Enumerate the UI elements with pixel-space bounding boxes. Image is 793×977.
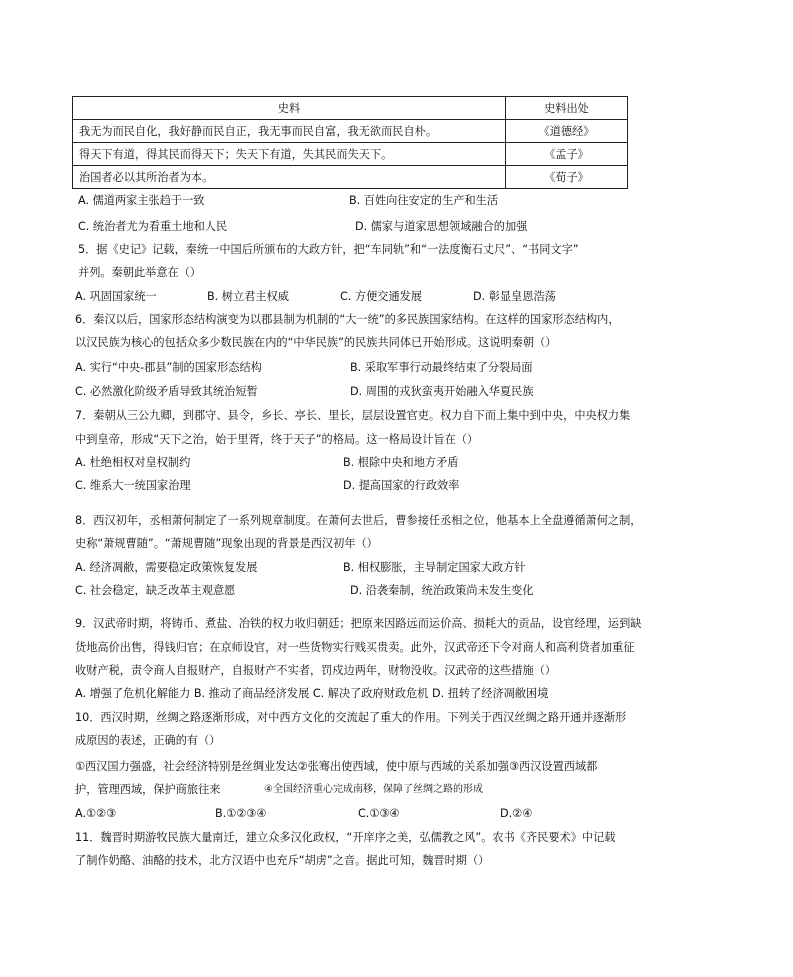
- q10-option-c: C.①③④: [358, 807, 400, 820]
- q5-option-c: C. 方便交通发展: [340, 290, 423, 303]
- table-cell-source: 《孟子》: [506, 143, 628, 166]
- q5-stem-line1: 5．据《史记》记载，秦统一中国后所颁布的大政方针，把“车同轨”和“一法度衡石丈尺”、“书同文字”: [78, 243, 579, 256]
- q5-stem-line2: 并列。秦朝此举意在（）: [78, 266, 202, 279]
- table-cell-source: 《道德经》: [506, 120, 628, 143]
- q10-statements-line2b: ④全国经济重心完成南移，保障了丝绸之路的形成: [264, 784, 483, 795]
- q8-option-c: C. 社会稳定，缺乏改革主观意愿: [75, 584, 236, 597]
- q5-option-b: B. 树立君主权威: [207, 290, 289, 303]
- table-row: [73, 166, 628, 189]
- q4-option-d: D. 儒家与道家思想领域融合的加强: [355, 220, 528, 233]
- q8-option-d: D. 沿袭秦制，统治政策尚未发生变化: [350, 584, 534, 597]
- q9-options: A. 增强了危机化解能力 B. 推动了商品经济发展 C. 解决了政府财政危机 D. 扭转了经济凋敝困境: [75, 687, 549, 700]
- q4-option-a: A. 儒道两家主张趋于一致: [78, 194, 205, 207]
- q10-option-b: B.①②③④: [215, 807, 267, 820]
- q7-option-b: B. 根除中央和地方矛盾: [343, 456, 459, 469]
- q8-stem-line1: 8．西汉初年，丞相萧何制定了一系列规章制度。在萧何去世后，曹参接任丞相之位，他基本上全盘遵循萧何之制，: [75, 514, 642, 527]
- q6-stem-line1: 6．秦汉以后，国家形态结构演变为以郡县制为机制的“大一统”的多民族国家结构。在这样的国家形态结构内，: [75, 313, 620, 326]
- q10-option-a: A.①②③: [75, 807, 117, 820]
- q6-option-d: D. 周围的戎狄蛮夷开始融入华夏民族: [350, 385, 534, 398]
- q6-option-a: A. 实行“中央-郡县”制的国家形态结构: [75, 361, 262, 374]
- q9-stem-line1: 9．汉武帝时期，将铸币、煮盐、冶铁的权力收归朝廷；把原来因路远而运价高、损耗大的贡品，设官经理，运到缺: [75, 617, 642, 630]
- q6-stem-line2: 以汉民族为核心的包括众多少数民族在内的“中华民族”的民族共同体已开始形成。这说明秦朝（）: [75, 336, 557, 349]
- q4-option-c: C. 统治者尤为看重土地和人民: [78, 220, 228, 233]
- q10-statements-line1: ①西汉国力强盛，社会经济特别是丝绸业发达②张骞出使西域，使中原与西域的关系加强③西汉设置西域都: [75, 760, 598, 773]
- q6-option-b: B. 采取军事行动最终结束了分裂局面: [350, 361, 533, 374]
- q8-option-b: B. 相权膨胀，主导制定国家大政方针: [343, 561, 526, 574]
- q11-stem-line1: 11．魏晋时期游牧民族大量南迁，建立众多汉化政权，“开庠序之美，弘儒教之风”。农书《齐民要术》中记载: [75, 831, 616, 844]
- q7-stem-line1: 7．秦朝从三公九卿，到郡守、县令，乡长、亭长、里长，层层设置官吏。权力自下而上集中到中央，中央权力集: [75, 409, 631, 422]
- table-row: [73, 120, 628, 143]
- q8-stem-line2: 史称“萧规曹随”。“萧规曹随”现象出现的背景是西汉初年（）: [75, 537, 378, 550]
- table-cell-text: 得天下有道，得其民而得天下；失天下有道，失其民而失天下。: [73, 143, 506, 166]
- q4-option-b: B. 百姓向往安定的生产和生活: [349, 194, 499, 207]
- q6-option-c: C. 必然激化阶级矛盾导致其统治短暂: [75, 385, 258, 398]
- q7-option-c: C. 维系大一统国家治理: [75, 479, 191, 492]
- source-table: [72, 96, 628, 189]
- table-cell-text: 治国者必以其所治者为本。: [73, 166, 506, 189]
- q7-option-d: D. 提高国家的行政效率: [343, 479, 460, 492]
- table-header-row: [73, 97, 628, 120]
- q8-option-a: A. 经济凋敝，需要稳定政策恢复发展: [75, 561, 258, 574]
- q10-stem-line1: 10．西汉时期，丝绸之路逐渐形成，对中西方文化的交流起了重大的作用。下列关于西汉丝绸之路开通并逐渐形: [75, 711, 627, 724]
- q10-option-d: D.②④: [500, 807, 533, 820]
- q10-stem-line2: 成原因的表述，正确的有（）: [75, 734, 221, 747]
- table-cell-source: 《荀子》: [506, 166, 628, 189]
- table-header-material: 史料: [73, 97, 506, 120]
- table-header-source: 史料出处: [506, 97, 628, 120]
- table-row: [73, 143, 628, 166]
- table-cell-text: 我无为而民自化，我好静而民自正，我无事而民自富，我无欲而民自朴。: [73, 120, 506, 143]
- q9-stem-line2: 货地高价出售，得钱归官；在京师设官，对一些货物实行贱买贵卖。此外，汉武帝还下令对商人和高利贷者加重征: [75, 641, 635, 654]
- q11-stem-line2: 了制作奶酪、油酪的技术，北方汉语中也充斥“胡虏”之音。据此可知，魏晋时期（）: [75, 854, 490, 867]
- q7-option-a: A. 杜绝相权对皇权制约: [75, 456, 191, 469]
- q9-stem-line3: 收财产税，责令商人自报财产，自报财产不实者，罚戍边两年，财物没收。汉武帝的这些措施（）: [75, 664, 557, 677]
- q5-option-d: D. 彰显皇恩浩荡: [473, 290, 556, 303]
- q10-statements-line2a: 护，管理西域，保护商旅往来: [75, 783, 221, 796]
- q7-stem-line2: 中到皇帝，形成“天下之治，始于里胥，终于天子”的格局。这一格局设计旨在（）: [75, 433, 479, 446]
- q5-option-a: A. 巩固国家统一: [75, 290, 157, 303]
